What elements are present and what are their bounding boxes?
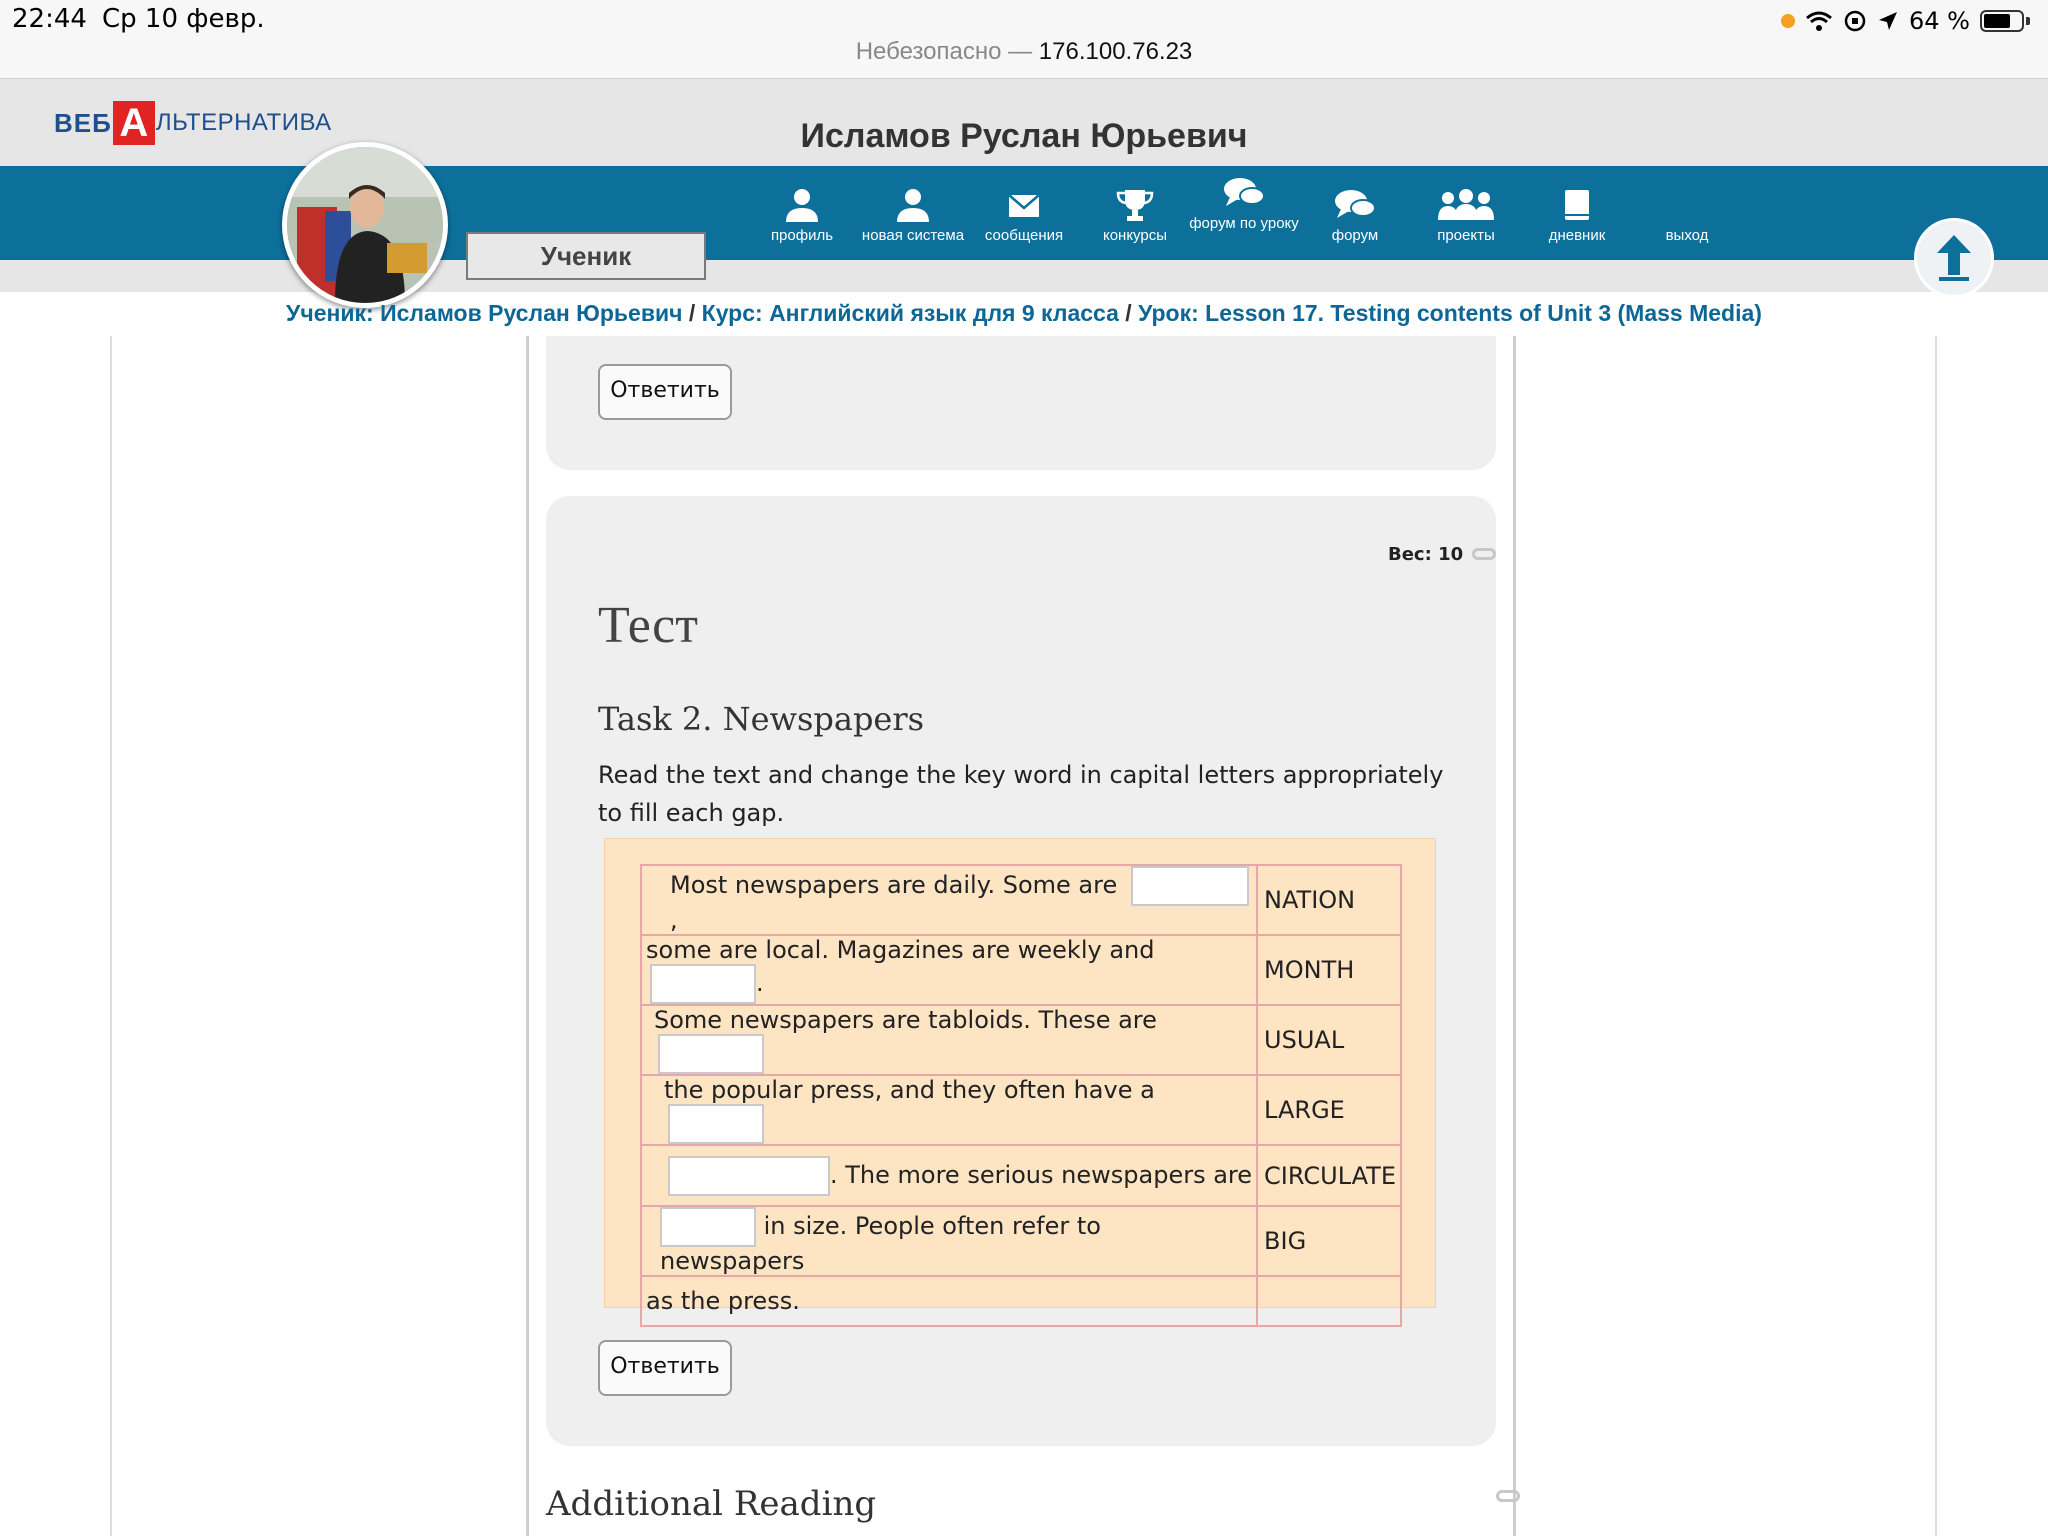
key-word-cell: CIRCULATE [1257,1145,1401,1206]
breadcrumb-course-link[interactable]: Курс: Английский язык для 9 класса [701,300,1119,326]
gap-input[interactable] [658,1034,764,1074]
sentence-text: in size. People often refer to newspapers [660,1212,1101,1275]
status-indicators [1781,6,2030,36]
nav-contests[interactable] [1080,166,1190,246]
chat-icon [1333,188,1377,222]
additional-reading-title: Additional Reading [546,1484,877,1524]
breadcrumb [0,300,2048,327]
table-row [641,1005,1401,1075]
envelope-icon [1006,188,1042,222]
breadcrumb-separator: / [688,300,696,326]
question-weight: Вес: 10 [1388,544,1464,565]
battery-tip [2026,17,2030,25]
sentence-text: . The more serious newspapers are [830,1160,1253,1189]
avatar[interactable] [282,142,448,308]
url-host: 176.100.76.23 [1038,38,1193,65]
nav-projects[interactable] [1411,166,1521,246]
sentence-cell [641,1075,1257,1145]
gap-input[interactable] [660,1207,756,1247]
sentence-cell [641,935,1257,1005]
logout-icon [1632,188,1742,222]
logo-web-text: ВЕБ [54,107,112,138]
table-row [641,1075,1401,1145]
sentence-text: , [670,906,678,934]
battery-icon [1980,10,2024,32]
url-security-label: Небезопасно — [855,38,1033,65]
sentence-cell [641,1276,1257,1326]
user-icon [895,188,931,222]
status-bar [0,0,2048,78]
nav-diary[interactable] [1522,166,1632,246]
user-name-title: Исламов Руслан Юрьевич [800,117,1248,155]
nav-logout[interactable] [1632,166,1742,246]
book-icon [1562,188,1592,222]
link-icon[interactable] [1472,548,1496,560]
nav-label: выход [1665,227,1709,244]
logo-rest-text: ЛЬТЕРНАТИВА [155,109,332,136]
user-icon [784,188,820,222]
arrow-up-icon [1917,221,1991,295]
sentence-text: some are local. Magazines are weekly and [646,936,1155,964]
nav-label: форум [1331,227,1379,244]
trophy-icon [1115,188,1155,222]
breadcrumb-student-link[interactable]: Ученик: Исламов Руслан Юрьевич [286,300,683,326]
answer-button[interactable]: Ответить [598,1340,732,1396]
breadcrumb-lesson-link[interactable]: Урок: Lesson 17. Testing contents of Unit 3 (Mass Media) [1138,300,1762,326]
task-table [640,864,1402,1327]
role-badge: Ученик [466,232,706,280]
site-header [0,78,2048,166]
table-row [641,865,1401,935]
gap-input[interactable] [1131,866,1249,906]
location-arrow-icon [1877,10,1899,32]
mic-indicator-icon [1781,14,1795,28]
wifi-icon [1805,10,1833,32]
gap-input[interactable] [668,1104,764,1144]
table-row [641,935,1401,1005]
address-bar[interactable] [0,38,2048,66]
nav-label: дневник [1548,227,1606,244]
sentence-text: Some newspapers are tabloids. These are [654,1006,1157,1034]
nav-new-system[interactable] [858,166,968,246]
gap-input[interactable] [668,1156,830,1196]
test-title: Тест [598,597,698,654]
status-date: Ср 10 февр. [102,4,265,34]
table-row [641,1276,1401,1326]
nav-lesson-forum[interactable] [1189,166,1299,234]
sentence-cell [641,865,1257,935]
nav-messages[interactable] [969,166,1079,246]
nav-label: конкурсы [1102,227,1168,244]
sentence-text: Most newspapers are daily. Some are [670,871,1118,899]
group-icon [1436,188,1496,222]
key-word-cell [1257,1276,1401,1326]
key-word-cell: LARGE [1257,1075,1401,1145]
nav-profile[interactable] [747,166,857,246]
nav-forum[interactable] [1300,166,1410,246]
nav-label: форум по уроку [1189,215,1299,232]
link-icon[interactable] [1496,1490,1520,1502]
avatar-photo [287,147,443,303]
key-word-cell: USUAL [1257,1005,1401,1075]
key-word-cell: BIG [1257,1206,1401,1276]
table-row [641,1145,1401,1206]
sentence-cell [641,1005,1257,1075]
key-word-cell: MONTH [1257,935,1401,1005]
page-right-border [1935,336,1937,1536]
nav-label: сообщения [984,227,1064,244]
sentence-cell [641,1206,1257,1276]
breadcrumb-separator: / [1125,300,1132,326]
task-instructions: Read the text and change the key word in capital letters appropriately to fill each gap. [598,761,1444,827]
gap-input[interactable] [650,964,756,1004]
sentence-cell [641,1145,1257,1206]
nav-label: проекты [1437,227,1495,244]
scroll-top-button[interactable] [1914,218,1994,298]
sentence-text: as the press. [646,1287,800,1315]
nav-label: профиль [770,227,834,244]
key-word-cell: NATION [1257,865,1401,935]
chat-icon [1222,176,1266,210]
orientation-lock-icon [1843,9,1867,33]
nav-label: новая система [861,227,965,244]
sentence-text: the popular press, and they often have a [664,1076,1155,1104]
page-left-border [110,336,112,1536]
logo-a-mark: А [113,101,155,145]
battery-percent: 64 % [1909,7,1970,35]
sentence-text: . [756,969,764,997]
answer-button[interactable]: Ответить [598,364,732,420]
table-row [641,1206,1401,1276]
status-time: 22:44 [12,4,87,34]
task-title: Task 2. Newspapers [598,700,925,738]
